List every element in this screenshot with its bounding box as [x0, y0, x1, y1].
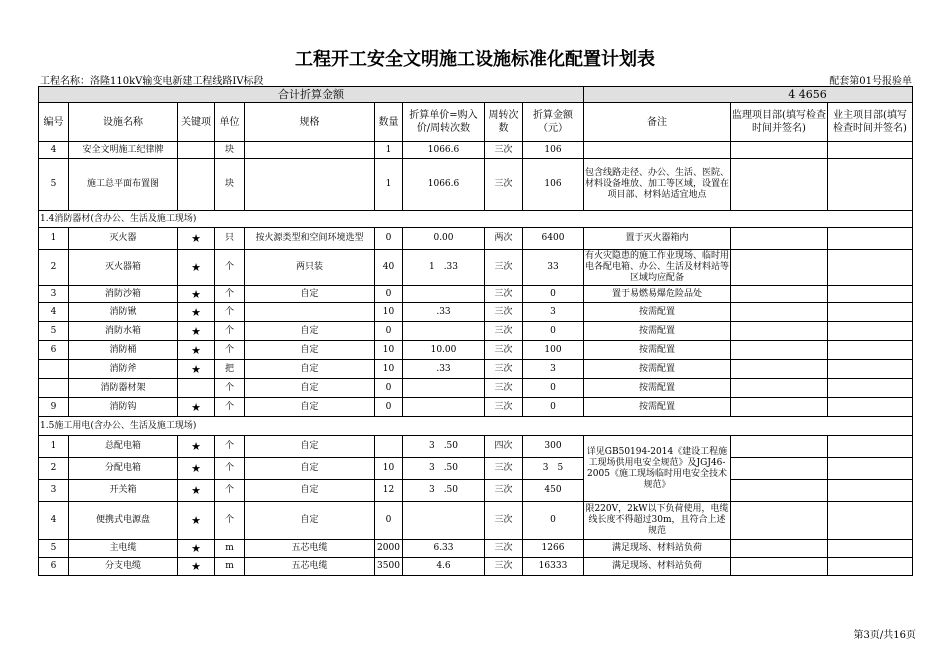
cell-price: .33 — [403, 303, 485, 322]
cell-amount: 0 — [523, 286, 584, 303]
cell-turnover: 三次 — [485, 540, 523, 558]
cell-turnover: 三次 — [485, 322, 523, 341]
project-name: 工程名称：洛隆110kV输变电新建工程线路IV标段 — [40, 76, 264, 87]
table-row — [39, 142, 913, 159]
cell-qty: 0 — [375, 502, 403, 540]
cell-turnover: 三次 — [485, 303, 523, 322]
cell-key: ★ — [178, 458, 215, 480]
cell-spec — [245, 142, 375, 159]
cell-remark: 按需配置 — [584, 341, 731, 360]
header-unit: 单位 — [215, 103, 245, 142]
cell-amount: 300 — [523, 436, 584, 458]
cell-remark — [584, 142, 731, 159]
table-row — [39, 436, 913, 458]
cell-price — [403, 502, 485, 540]
supervisor-sign-cell[interactable] — [731, 341, 828, 360]
cell-no — [39, 379, 69, 398]
cell-qty: 10 — [375, 341, 403, 360]
owner-sign-cell[interactable] — [828, 303, 913, 322]
cell-spec: 自定 — [245, 436, 375, 458]
cell-spec: 自定 — [245, 379, 375, 398]
cell-qty: 40 — [375, 250, 403, 286]
cell-qty: 3500 — [375, 558, 403, 576]
owner-sign-cell[interactable] — [828, 379, 913, 398]
owner-sign-cell[interactable] — [828, 360, 913, 379]
cell-price: 10.00 — [403, 341, 485, 360]
cell-unit: 个 — [215, 322, 245, 341]
cell-no: 1 — [39, 436, 69, 458]
cell-amount: 6400 — [523, 228, 584, 250]
supervisor-sign-cell[interactable] — [731, 159, 828, 211]
header-name: 设施名称 — [69, 103, 178, 142]
cell-unit: 个 — [215, 341, 245, 360]
cell-turnover: 三次 — [485, 159, 523, 211]
cell-price: 3 .50 — [403, 480, 485, 502]
cell-no: 4 — [39, 303, 69, 322]
cell-price: 3 .50 — [403, 436, 485, 458]
cell-qty: 0 — [375, 322, 403, 341]
cell-name: 消防沙箱 — [69, 286, 178, 303]
cell-unit: 个 — [215, 502, 245, 540]
section-row — [39, 211, 913, 228]
cell-amount: 33 — [523, 250, 584, 286]
table-row — [39, 398, 913, 417]
page-title: 工程开工安全文明施工设施标准化配置计划表 — [295, 49, 655, 70]
cell-name: 灭火器 — [69, 228, 178, 250]
owner-sign-cell[interactable] — [828, 558, 913, 576]
cell-amount: 450 — [523, 480, 584, 502]
cell-amount: 1266 — [523, 540, 584, 558]
cell-name: 消防斧 — [69, 360, 178, 379]
header-turnover: 周转次数 — [485, 103, 523, 142]
cell-remark: 按需配置 — [584, 322, 731, 341]
cell-key: ★ — [178, 303, 215, 322]
supervisor-sign-cell[interactable] — [731, 436, 828, 458]
cell-name: 灭火器箱 — [69, 250, 178, 286]
cell-spec — [245, 159, 375, 211]
cell-amount: 0 — [523, 379, 584, 398]
cell-key: ★ — [178, 398, 215, 417]
cell-no: 5 — [39, 322, 69, 341]
header-unit-price: 折算单价=购入价/周转次数 — [403, 103, 485, 142]
cell-qty: 0 — [375, 398, 403, 417]
supervisor-sign-cell[interactable] — [731, 303, 828, 322]
cell-qty: 1 — [375, 142, 403, 159]
page-number: 第3页/共16页 — [853, 630, 916, 641]
cell-price: 4.6 — [403, 558, 485, 576]
cell-price: 6.33 — [403, 540, 485, 558]
supervisor-sign-cell[interactable] — [731, 250, 828, 286]
table-row — [39, 558, 913, 576]
cell-remark: 限220V，2kW以下负荷使用，电缆线长度不得超过30m，且符合上述规范 — [584, 502, 731, 540]
cell-turnover: 三次 — [485, 480, 523, 502]
cell-key: ★ — [178, 322, 215, 341]
supervisor-sign-cell[interactable] — [731, 480, 828, 502]
cell-no: 6 — [39, 558, 69, 576]
cell-price: 1066.6 — [403, 159, 485, 211]
section-label: 1.5施工用电(含办公、生活及施工现场) — [39, 417, 913, 436]
config-table — [38, 86, 913, 576]
cell-key — [178, 159, 215, 211]
header-key: 关键项 — [178, 103, 215, 142]
supervisor-sign-cell[interactable] — [731, 360, 828, 379]
cell-no: 5 — [39, 159, 69, 211]
cell-amount: 3 5 — [523, 458, 584, 480]
header-remark: 备注 — [584, 103, 731, 142]
cell-key: ★ — [178, 502, 215, 540]
cell-qty: 12 — [375, 480, 403, 502]
table-row — [39, 379, 913, 398]
table-row — [39, 159, 913, 211]
supervisor-sign-cell[interactable] — [731, 458, 828, 480]
cell-name: 消防钩 — [69, 398, 178, 417]
cell-amount: 3 — [523, 360, 584, 379]
cell-spec: 自定 — [245, 480, 375, 502]
total-row — [39, 87, 913, 103]
cell-spec: 自定 — [245, 458, 375, 480]
cell-qty: 0 — [375, 286, 403, 303]
cell-spec: 五芯电缆 — [245, 540, 375, 558]
cell-qty: 0 — [375, 379, 403, 398]
cell-qty: 0 — [375, 228, 403, 250]
table-row — [39, 303, 913, 322]
cell-amount: 16333 — [523, 558, 584, 576]
cell-unit: 个 — [215, 379, 245, 398]
cell-turnover: 三次 — [485, 379, 523, 398]
table-row — [39, 341, 913, 360]
cell-name: 总配电箱 — [69, 436, 178, 458]
cell-no: 2 — [39, 458, 69, 480]
cell-turnover: 三次 — [485, 558, 523, 576]
cell-turnover: 三次 — [485, 398, 523, 417]
cell-qty: 10 — [375, 360, 403, 379]
cell-no: 9 — [39, 398, 69, 417]
cell-turnover: 三次 — [485, 286, 523, 303]
cell-key: ★ — [178, 436, 215, 458]
header-row — [39, 103, 913, 142]
cell-turnover: 四次 — [485, 436, 523, 458]
cell-remark: 满足现场、材料站负荷 — [584, 558, 731, 576]
cell-price: 1066.6 — [403, 142, 485, 159]
cell-unit: 个 — [215, 458, 245, 480]
header-amount: 折算金额（元） — [523, 103, 584, 142]
section-row — [39, 417, 913, 436]
header-spec: 规格 — [245, 103, 375, 142]
cell-spec: 自定 — [245, 322, 375, 341]
cell-turnover: 三次 — [485, 458, 523, 480]
cell-turnover: 三次 — [485, 360, 523, 379]
cell-name: 施工总平面布置图 — [69, 159, 178, 211]
cell-spec: 五芯电缆 — [245, 558, 375, 576]
cell-unit: 个 — [215, 480, 245, 502]
table-row — [39, 540, 913, 558]
table-row — [39, 250, 913, 286]
cell-name: 消防桶 — [69, 341, 178, 360]
cell-unit: 个 — [215, 286, 245, 303]
cell-name: 分支电缆 — [69, 558, 178, 576]
table-row — [39, 458, 913, 480]
header-owner: 业主项目部(填写检查时间并签名) — [828, 103, 913, 142]
cell-key — [178, 142, 215, 159]
cell-key: ★ — [178, 480, 215, 502]
cell-remark: 满足现场、材料站负荷 — [584, 540, 731, 558]
total-label: 合计折算金额 — [39, 87, 584, 103]
cell-amount: 0 — [523, 322, 584, 341]
owner-sign-cell[interactable] — [828, 322, 913, 341]
cell-name: 安全文明施工纪律牌 — [69, 142, 178, 159]
header-supervisor: 监理项目部(填写检查时间并签名) — [731, 103, 828, 142]
cell-remark: 置于灭火器箱内 — [584, 228, 731, 250]
cell-turnover: 三次 — [485, 341, 523, 360]
cell-price: .33 — [403, 360, 485, 379]
owner-sign-cell[interactable] — [828, 341, 913, 360]
supervisor-sign-cell[interactable] — [731, 540, 828, 558]
cell-turnover: 三次 — [485, 250, 523, 286]
cell-name: 分配电箱 — [69, 458, 178, 480]
cell-no — [39, 360, 69, 379]
cell-key: ★ — [178, 360, 215, 379]
cell-remark: 有火灾隐患的施工作业现场、临时用电各配电箱、办公、生活及材料站等区域均应配备 — [584, 250, 731, 286]
cell-amount: 0 — [523, 502, 584, 540]
owner-sign-cell[interactable] — [828, 286, 913, 303]
cell-turnover: 两次 — [485, 228, 523, 250]
header-qty: 数量 — [375, 103, 403, 142]
cell-key — [178, 379, 215, 398]
cell-spec: 自定 — [245, 398, 375, 417]
owner-sign-cell[interactable] — [828, 458, 913, 480]
cell-qty — [375, 436, 403, 458]
cell-spec — [245, 303, 375, 322]
cell-unit: 个 — [215, 303, 245, 322]
supervisor-sign-cell[interactable] — [731, 379, 828, 398]
cell-remark: 按需配置 — [584, 379, 731, 398]
cell-key: ★ — [178, 558, 215, 576]
table-row — [39, 360, 913, 379]
cell-unit: 个 — [215, 436, 245, 458]
cell-key: ★ — [178, 228, 215, 250]
cell-spec: 自定 — [245, 360, 375, 379]
cell-price: 1 .33 — [403, 250, 485, 286]
table-row — [39, 502, 913, 540]
cell-amount: 100 — [523, 341, 584, 360]
table-row — [39, 322, 913, 341]
cell-spec: 自定 — [245, 502, 375, 540]
owner-sign-cell[interactable] — [828, 159, 913, 211]
table-row — [39, 228, 913, 250]
cell-no: 4 — [39, 502, 69, 540]
cell-price — [403, 322, 485, 341]
cell-turnover: 三次 — [485, 142, 523, 159]
cell-name: 消防水箱 — [69, 322, 178, 341]
cell-name: 消防器材架 — [69, 379, 178, 398]
owner-sign-cell[interactable] — [828, 436, 913, 458]
supervisor-sign-cell[interactable] — [731, 228, 828, 250]
cell-amount: 106 — [523, 159, 584, 211]
cell-unit: m — [215, 558, 245, 576]
cell-unit: 块 — [215, 142, 245, 159]
cell-no: 6 — [39, 341, 69, 360]
cell-remark: 按需配置 — [584, 360, 731, 379]
cell-unit: 块 — [215, 159, 245, 211]
cell-name: 便携式电源盘 — [69, 502, 178, 540]
cell-qty: 10 — [375, 303, 403, 322]
cell-no: 5 — [39, 540, 69, 558]
cell-unit: m — [215, 540, 245, 558]
cell-key: ★ — [178, 286, 215, 303]
cell-qty: 1 — [375, 159, 403, 211]
cell-turnover: 三次 — [485, 502, 523, 540]
cell-unit: 只 — [215, 228, 245, 250]
cell-unit: 把 — [215, 360, 245, 379]
cell-price: 0.00 — [403, 228, 485, 250]
cell-price: 3 .50 — [403, 458, 485, 480]
supervisor-sign-cell[interactable] — [731, 502, 828, 540]
cell-name: 开关箱 — [69, 480, 178, 502]
total-value: 4 4656 — [584, 87, 913, 103]
owner-sign-cell[interactable] — [828, 480, 913, 502]
cell-spec: 两只装 — [245, 250, 375, 286]
cell-no: 2 — [39, 250, 69, 286]
cell-remark: 置于易燃易爆危险品处 — [584, 286, 731, 303]
supervisor-sign-cell[interactable] — [731, 142, 828, 159]
supervisor-sign-cell[interactable] — [731, 286, 828, 303]
cell-remark: 按需配置 — [584, 398, 731, 417]
cell-remark: 包含线路走径、办公、生活、医院、 材料设备堆放、加工等区域，设置在项目部、材料站适宜地点 — [584, 159, 731, 211]
owner-sign-cell[interactable] — [828, 250, 913, 286]
cell-unit: 个 — [215, 250, 245, 286]
cell-price — [403, 286, 485, 303]
owner-sign-cell[interactable] — [828, 142, 913, 159]
cell-no: 4 — [39, 142, 69, 159]
cell-name: 消防锹 — [69, 303, 178, 322]
cell-amount: 3 — [523, 303, 584, 322]
supervisor-sign-cell[interactable] — [731, 398, 828, 417]
owner-sign-cell[interactable] — [828, 502, 913, 540]
cell-spec: 自定 — [245, 341, 375, 360]
cell-no: 3 — [39, 480, 69, 502]
cell-amount: 0 — [523, 398, 584, 417]
form-number: 配套第01号报验单 — [829, 76, 912, 87]
owner-sign-cell[interactable] — [828, 228, 913, 250]
cell-remark: 详见GB50194-2014《建设工程施工现场供用电安全规范》及JGJ46-2005《施工现场临时用电安全技术规范》 — [584, 436, 731, 502]
cell-no: 1 — [39, 228, 69, 250]
supervisor-sign-cell[interactable] — [731, 558, 828, 576]
cell-unit: 个 — [215, 398, 245, 417]
cell-qty: 2000 — [375, 540, 403, 558]
cell-spec: 自定 — [245, 286, 375, 303]
owner-sign-cell[interactable] — [828, 540, 913, 558]
cell-spec: 按火源类型和空间环境选型 — [245, 228, 375, 250]
cell-key: ★ — [178, 341, 215, 360]
cell-name: 主电缆 — [69, 540, 178, 558]
table-row — [39, 480, 913, 502]
cell-amount: 106 — [523, 142, 584, 159]
cell-qty: 10 — [375, 458, 403, 480]
cell-key: ★ — [178, 540, 215, 558]
cell-price — [403, 398, 485, 417]
cell-remark: 按需配置 — [584, 303, 731, 322]
supervisor-sign-cell[interactable] — [731, 322, 828, 341]
section-label: 1.4消防器材(含办公、生活及施工现场) — [39, 211, 913, 228]
cell-price — [403, 379, 485, 398]
cell-key: ★ — [178, 250, 215, 286]
cell-no: 3 — [39, 286, 69, 303]
header-no: 编号 — [39, 103, 69, 142]
owner-sign-cell[interactable] — [828, 398, 913, 417]
table-row — [39, 286, 913, 303]
